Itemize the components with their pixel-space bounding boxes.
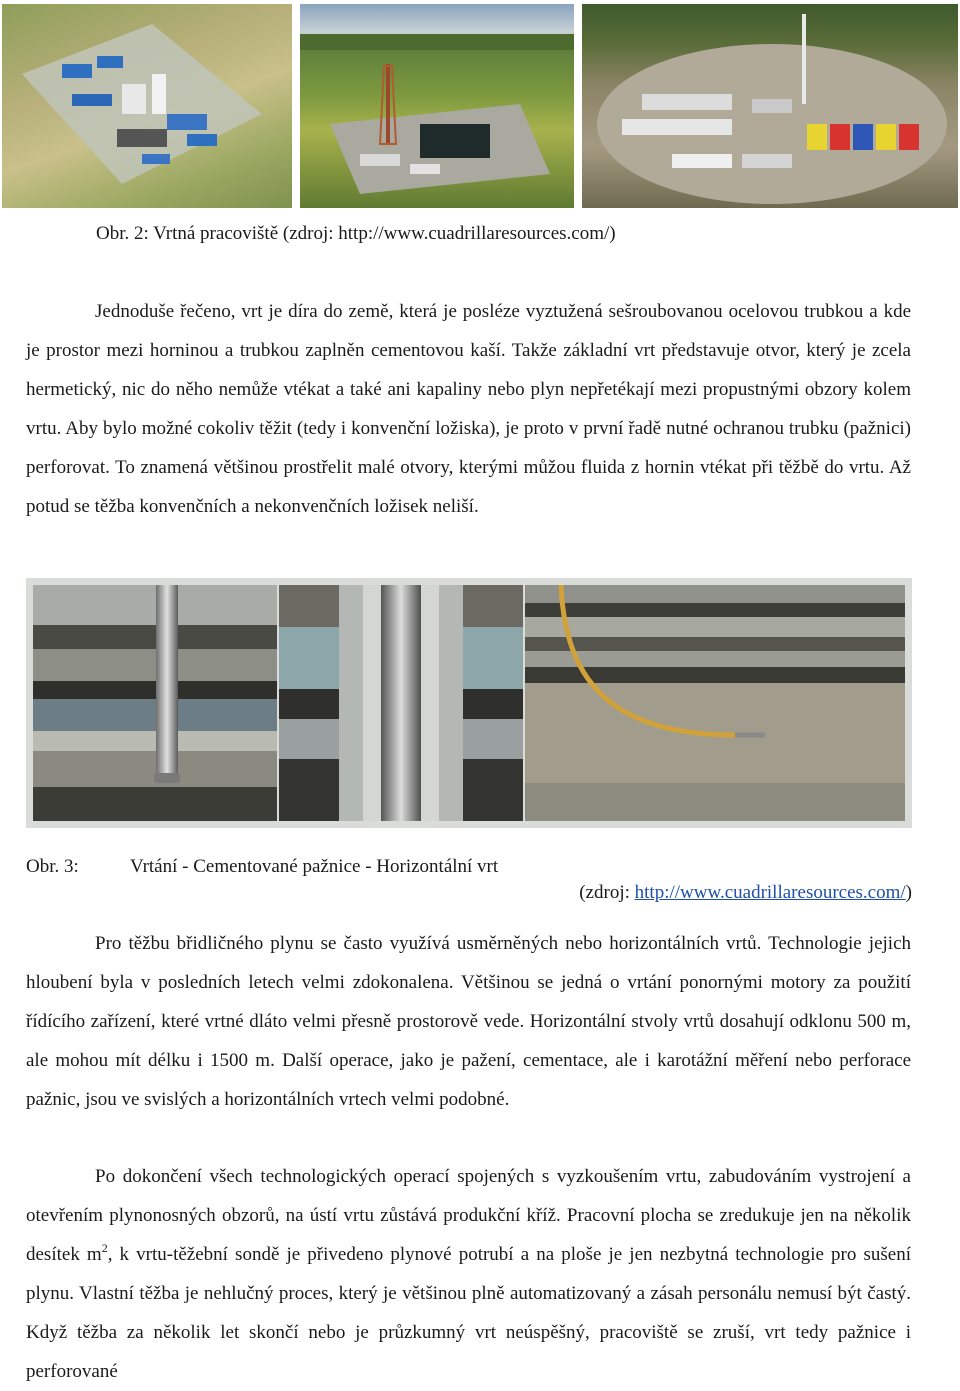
drill-site-2-illustration bbox=[300, 4, 574, 208]
figure-3-label: Obr. 3: bbox=[26, 856, 79, 877]
cemented-casing-icon bbox=[279, 585, 523, 821]
paragraph-1-text: Jednoduše řečeno, vrt je díra do země, která je posléze vyztužená sešroubovanou ocelovou trubkou a kde je prostor mezi horninou a trubkou zaplněn cementovou kaší. Takže základní vrt představuje otvor, který je zcela hermetický, nic do něho nemůže vtékat a také ani kapaliny nebo plyn nepřetékají mezi propustnými obzory kolem vrtu. Aby bylo možné cokoliv těžit (tedy i konvenční ložiska), je proto v první řadě nutné ochranou trubku (pažnici) perforovat. To znamená většinou prostřelit malé otvory, kterými můžou fluida z hornin vtékat při těžbě do vrtu. Až potud se těžba konvenčních a nekonvenčních ložisek neliší. bbox=[26, 301, 911, 517]
paragraph-2-text: Pro těžbu břidličného plynu se často využívá usměrněných nebo horizontálních vrtů. Technologie jejich hloubení byla v posledních letech velmi zdokonalena. Většinou se jedná o vrtání ponornými motory za použití řídícího zařízení, které vrtné dláto velmi přesně prostorově vede. Horizontální stvoly vrtů dosahují odklonu 500 m, ale mohou mít délku i 1500 m. Další operace, jako je pažení, cementace, ale i karotážní měření nebo perforace pažnic, jsou ve svislých a horizontálních vrtech velmi podobné. bbox=[26, 933, 911, 1110]
casing-pipe-icon bbox=[279, 585, 523, 821]
figure-3-source-prefix: (zdroj: bbox=[579, 882, 635, 903]
figure-3-source-link[interactable]: http://www.cuadrillaresources.com/ bbox=[634, 882, 906, 903]
figure-2-photos bbox=[0, 0, 960, 212]
figure-3-diagram bbox=[26, 578, 912, 828]
horizontal-well-icon bbox=[525, 585, 905, 821]
drill-site-aerial-photo-2 bbox=[300, 4, 574, 208]
drill-site-aerial-photo-1 bbox=[2, 4, 292, 208]
paragraph-3-text-before: Po dokončení všech technologických operací spojených s vyzkoušením vrtu, zabudováním vystrojení a otevřením plynonosných obzorů, na ústí vrtu zůstává produkční kříž. Pracovní plocha se zredukuje jen na několik desítek m bbox=[26, 1166, 911, 1265]
figure-3-source-suffix: ) bbox=[905, 882, 912, 903]
superscript-2: 2 bbox=[101, 1241, 108, 1255]
paragraph-2 bbox=[26, 924, 911, 1119]
vertical-drilling-icon bbox=[33, 585, 277, 821]
figure-3-source bbox=[579, 881, 912, 905]
drill-site-1-illustration bbox=[2, 4, 292, 208]
figure-3-title: Vrtání - Cementované pažnice - Horizontální vrt bbox=[130, 856, 499, 877]
drill-pipe-icon bbox=[33, 585, 277, 821]
paragraph-3 bbox=[26, 1157, 911, 1391]
horizontal-pipe-icon bbox=[525, 585, 905, 821]
figure-2-caption: Obr. 2: Vrtná pracoviště (zdroj: http://www.cuadrillaresources.com/) bbox=[96, 223, 616, 244]
drill-site-3-illustration bbox=[582, 4, 958, 208]
paragraph-3-text-after: , k vrtu-těžební sondě je přivedeno plynové potrubí a na ploše je jen nezbytná technologie pro sušení plynu. Vlastní těžba je nehlučný proces, který je většinou plně automatizovaný a zásah personálu nemusí být častý. Když těžba za několik let skončí nebo je průzkumný vrt neúspěšný, pracoviště se zruší, vrt tedy pažnice i perforované bbox=[26, 1244, 911, 1382]
drill-site-aerial-photo-3 bbox=[582, 4, 958, 208]
paragraph-1 bbox=[26, 292, 911, 526]
